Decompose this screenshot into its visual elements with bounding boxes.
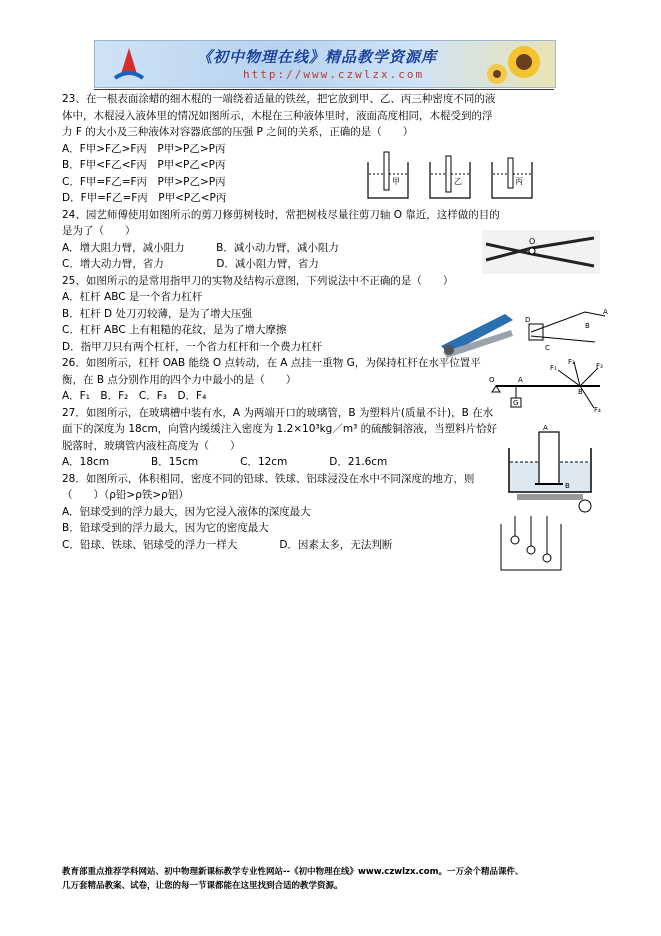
question-25: 25、如图所示的是常用指甲刀的实物及结构示意图，下列说法中不正确的是（ ） bbox=[62, 274, 454, 287]
question-27: 27．如图所示，在玻璃槽中装有水，A 为两端开口的玻璃管，B 为塑料片(质量不计)，B 在水面下的深度为 18cm，向管内缓缓注入密度为 1.2×10³kg／m³ 的硫酸铜溶液，当塑料片恰好脱落时，玻璃管内液柱高度为（ ） bbox=[62, 406, 498, 452]
label-tube-a: A bbox=[543, 424, 548, 432]
q25-option-b: B．杠杆 D 处刀刃较薄，是为了增大压强 bbox=[62, 307, 252, 320]
label-o: O bbox=[529, 237, 536, 246]
beaker-jia bbox=[368, 152, 408, 198]
question-24: 24、园艺师傅使用如图所示的剪刀修剪树枝时，常把树枝尽量往剪刀轴 O 靠近，这样做的目的是为了（ ） bbox=[62, 208, 500, 237]
q27-options: A．18cm B．15cm C．12cm D．21.6cm bbox=[62, 456, 388, 468]
label-plate-b: B bbox=[565, 482, 570, 490]
q28-balls-figure bbox=[495, 512, 567, 574]
label-o: O bbox=[489, 376, 495, 384]
header-divider bbox=[94, 89, 554, 90]
q23-option-a: A．F甲>F乙>F丙 P甲>P乙>P丙 bbox=[62, 142, 226, 155]
question-26: 26．如图所示，杠杆 OAB 能绕 O 点转动，在 A 点挂一重物 G，为保持杠杆在水平位置平衡，在 B 点分别作用的四个力中最小的是（ ） bbox=[62, 357, 481, 386]
label-jia: 甲 bbox=[392, 177, 400, 186]
q25-option-d: D．指甲刀只有两个杠杆，一个省力杠杆和一个费力杠杆 bbox=[62, 340, 323, 353]
label-b: B bbox=[578, 388, 583, 396]
question-23: 23、在一根表面涂蜡的细木棍的一端绕着适量的铁丝，把它放到甲、乙、丙三种密度不同的液体中，木棍浸入液体里的情况如图所示，木棍在三种液体里时，液面高度相同，木棍受到的浮力 F 的大小及三种液体对容器底部的压强 P 之间的关系，正确的是（ ） bbox=[62, 93, 496, 138]
q25-option-c: C．杠杆 ABC 上有粗糙的花纹，是为了增大摩擦 bbox=[62, 324, 287, 336]
q27-tank-figure bbox=[503, 422, 603, 514]
q25-clipper-photo bbox=[435, 300, 520, 358]
beaker-yi bbox=[430, 156, 470, 198]
q23-option-b: B．F甲<F乙<F丙 P甲<P乙<P丙 bbox=[62, 159, 226, 171]
q28-option-a: A．铝球受到的浮力最大，因为它浸入液体的深度最大 bbox=[62, 505, 311, 518]
q26-lever-figure bbox=[488, 358, 606, 414]
sunflower-icon bbox=[479, 42, 549, 86]
q28-option-cd: C．铅球、铁球、铝球受的浮力一样大 D．因素太多，无法判断 bbox=[62, 538, 393, 551]
q25-clipper-diagram bbox=[525, 302, 610, 354]
label-yi: 乙 bbox=[454, 177, 462, 186]
q24-shears-figure bbox=[482, 230, 600, 274]
label-c: C bbox=[545, 344, 550, 352]
page-footer bbox=[62, 865, 602, 893]
q26-options: A．F₁ B．F₂ C．F₃ D．F₄ bbox=[62, 390, 207, 402]
label-b: B bbox=[585, 322, 590, 330]
q23-beakers-figure bbox=[360, 150, 540, 202]
banner-title: 《初中物理在线》精品教学资源库 bbox=[197, 48, 438, 66]
site-banner bbox=[94, 40, 556, 88]
q28-option-b: B．铅球受到的浮力最大，因为它的密度最大 bbox=[62, 522, 269, 534]
q23-option-d: D．F甲=F乙=F丙 P甲<P乙<P丙 bbox=[62, 192, 227, 204]
q25-option-a: A．杠杆 ABC 是一个省力杠杆 bbox=[62, 291, 203, 303]
banner-url[interactable]: http://www.czwlzx.com bbox=[243, 68, 425, 81]
question-28: 28．如图所示，体积相同，密度不同的铅球、铁球、铝球浸没在水中不同深度的地方，则（ ）（ρ铅>ρ铁>ρ铝） bbox=[62, 472, 475, 501]
q24-option-ab: A．增大阻力臂，减小阻力 B．减小动力臂，减小阻力 bbox=[62, 241, 339, 254]
label-g: G bbox=[513, 399, 519, 407]
label-a: A bbox=[603, 308, 608, 316]
label-f3: F₃ bbox=[596, 362, 603, 370]
footer-line-2: 几万套精品教案、试卷，让您的每一节课都能在这里找到合适的教学资源。 bbox=[62, 881, 343, 891]
label-f2: F₂ bbox=[568, 358, 575, 366]
label-a: A bbox=[518, 376, 523, 384]
q23-option-c: C．F甲=F乙=F丙 P甲>P乙>P丙 bbox=[62, 175, 226, 188]
beaker-bing bbox=[492, 158, 532, 198]
label-f4: F₄ bbox=[594, 406, 601, 414]
label-d: D bbox=[525, 316, 531, 324]
label-f1: F₁ bbox=[550, 364, 557, 372]
footer-line-1: 教育部重点推荐学科网站、初中物理新课标教学专业性网站--《初中物理在线》www.czwlzx.com。一万余个精品课件、 bbox=[62, 867, 524, 877]
q24-option-cd: C．增大动力臂，省力 D．减小阻力臂，省力 bbox=[62, 258, 319, 270]
label-bing: 丙 bbox=[515, 177, 523, 186]
site-logo-icon bbox=[109, 44, 149, 84]
